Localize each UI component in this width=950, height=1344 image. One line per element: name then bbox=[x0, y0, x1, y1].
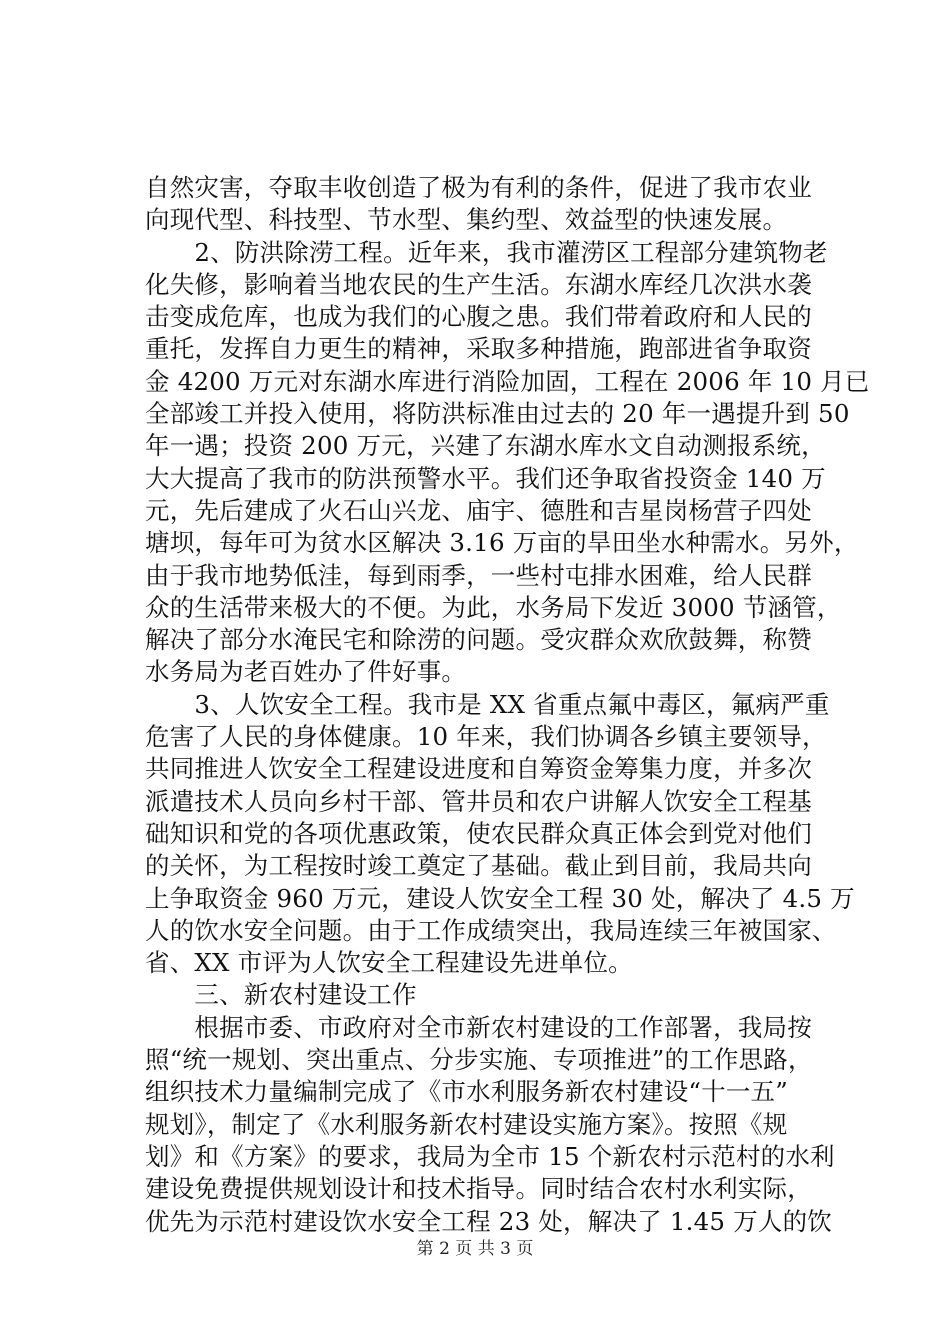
text-line: 塘坝，每年可为贫水区解决 3.16 万亩的旱田坐水种需水。另外， bbox=[145, 528, 859, 558]
text-line: 的关怀，为工程按时竣工奠定了基础。截止到目前，我局共向 bbox=[145, 851, 812, 881]
text-line: 向现代型、科技型、节水型、集约型、效益型的快速发展。 bbox=[145, 205, 788, 235]
page-number-footer: 第 2 页 共 3 页 bbox=[416, 1239, 534, 1259]
text-line: 优先为示范村建设饮水安全工程 23 处，解决了 1.45 万人的饮 bbox=[145, 1206, 832, 1236]
text-line: 根据市委、市政府对全市新农村建设的工作部署，我局按 bbox=[145, 1012, 812, 1042]
text-line: 2、防洪除涝工程。近年来，我市灌涝区工程部分建筑物老 bbox=[145, 237, 828, 267]
text-line: 派遣技术人员向乡村干部、管井员和农户讲解人饮安全工程基 bbox=[145, 786, 812, 816]
text-line: 人的饮水安全问题。由于工作成绩突出，我局连续三年被国家、 bbox=[145, 915, 837, 945]
text-line: 3、人饮安全工程。我市是 XX 省重点氟中毒区，氟病严重 bbox=[145, 689, 830, 719]
text-line: 组织技术力量编制完成了《市水利服务新农村建设“十一五” bbox=[145, 1077, 788, 1107]
text-line: 危害了人民的身体健康。10 年来，我们协调各乡镇主要领导， bbox=[145, 722, 827, 752]
text-line: 规划》，制定了《水利服务新农村建设实施方案》。按照《规 bbox=[145, 1109, 788, 1139]
text-line: 解决了部分水淹民宅和除涝的问题。受灾群众欢欣鼓舞，称赞 bbox=[145, 625, 812, 655]
text-line: 水务局为老百姓办了件好事。 bbox=[145, 657, 467, 687]
document-body bbox=[145, 172, 870, 1238]
text-line: 化失修，影响着当地农民的生产生活。东湖水库经几次洪水袭 bbox=[145, 269, 812, 299]
text-line: 建设免费提供规划设计和技术指导。同时结合农村水利实际， bbox=[145, 1174, 812, 1204]
text-line: 年一遇；投资 200 万元，兴建了东湖水库水文自动测报系统， bbox=[145, 431, 826, 461]
text-line: 击变成危库，也成为我们的心腹之患。我们带着政府和人民的 bbox=[145, 302, 812, 332]
text-line: 自然灾害，夺取丰收创造了极为有利的条件，促进了我市农业 bbox=[145, 173, 812, 202]
text-line: 众的生活带来极大的不便。为此，水务局下发近 3000 节涵管， bbox=[145, 592, 842, 622]
text-line: 共同推进人饮安全工程建设进度和自筹资金筹集力度，并多次 bbox=[145, 754, 812, 784]
text-line: 大大提高了我市的防洪预警水平。我们还争取省投资金 140 万 bbox=[145, 463, 826, 493]
text-line: 由于我市地势低洼，每到雨季，一些村屯排水困难，给人民群 bbox=[145, 560, 812, 590]
text-line: 省、XX 市评为人饮安全工程建设先进单位。 bbox=[145, 948, 633, 978]
text-line: 金 4200 万元对东湖水库进行消险加固，工程在 2006 年 10 月已 bbox=[145, 366, 870, 396]
text-line: 重托，发挥自力更生的精神，采取多种措施，跑部进省争取资 bbox=[145, 334, 812, 364]
text-line: 上争取资金 960 万元，建设人饮安全工程 30 处，解决了 4.5 万 bbox=[145, 883, 855, 913]
text-line: 元，先后建成了火石山兴龙、庙宇、德胜和吉星岗杨营子四处 bbox=[145, 495, 812, 525]
text-line: 照“统一规划、突出重点、分步实施、专项推进”的工作思路， bbox=[145, 1045, 813, 1075]
text-line: 础知识和党的各项优惠政策，使农民群众真正体会到党对他们 bbox=[145, 818, 812, 848]
text-line: 全部竣工并投入使用，将防洪标准由过去的 20 年一遇提升到 50 bbox=[145, 399, 850, 429]
section-heading: 三、新农村建设工作 bbox=[145, 980, 417, 1010]
text-line: 划》和《方案》的要求，我局为全市 15 个新农村示范村的水利 bbox=[145, 1141, 835, 1171]
